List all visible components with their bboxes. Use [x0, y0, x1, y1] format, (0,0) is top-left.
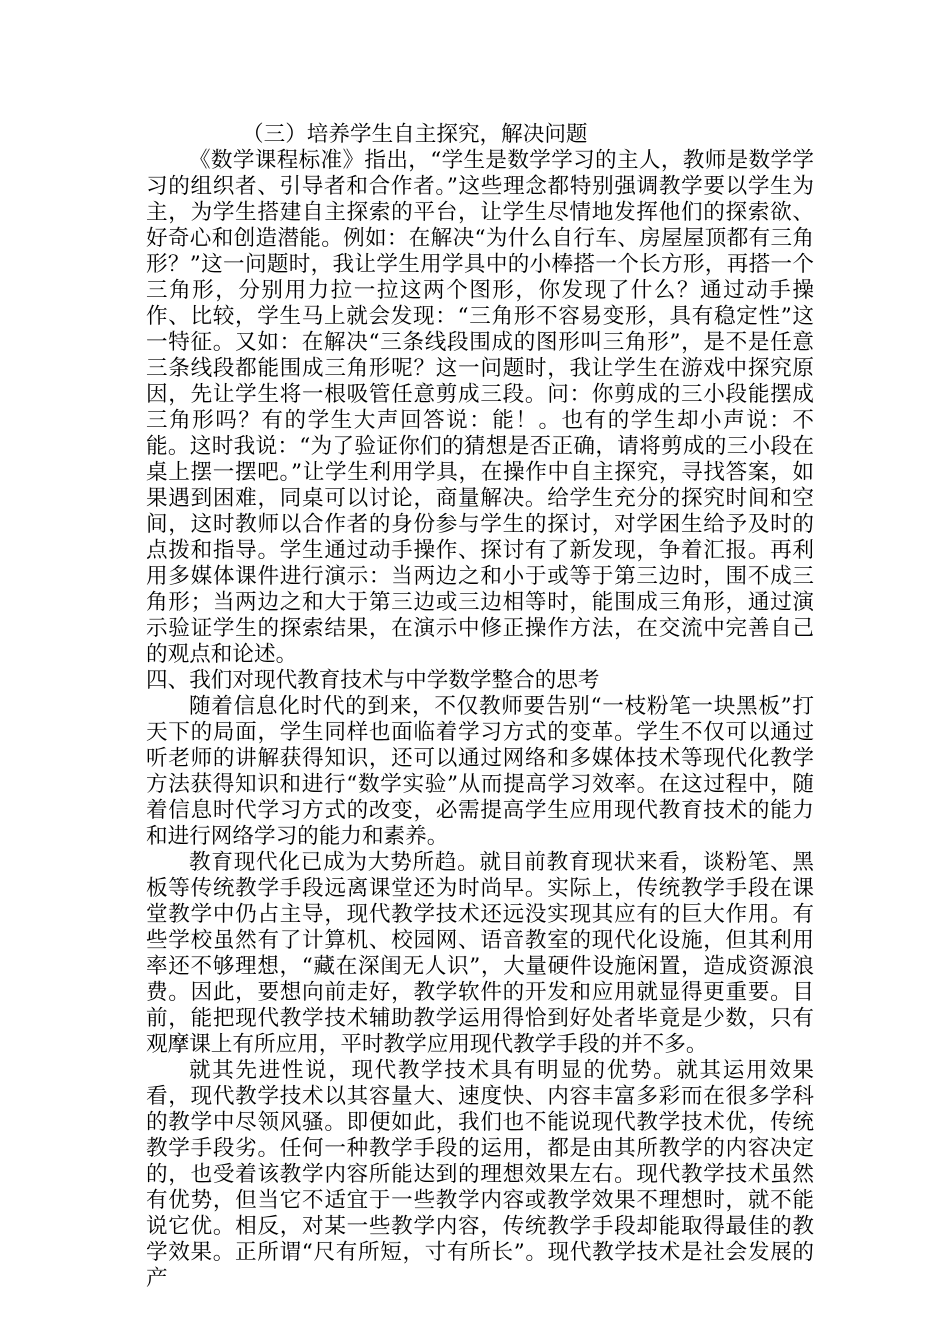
- section-4-heading: 四、我们对现代教育技术与中学数学整合的思考: [146, 668, 600, 693]
- section-3-heading: （三）培养学生自主探究，解决问题: [242, 122, 588, 147]
- section-4-paragraph-1: 随着信息化时代的到来，不仅教师要告别“一枝粉笔一块黑板”打天下的局面，学生同样也面临着学习方式的变革。学生不仅可以通过听老师的讲解获得知识，还可以通过网络和多媒体技术等现代化教学方法获得知识和进行“数学实验”从而提高学习效率。在这过程中，随着信息时代学习方式的改变，必需提高学生应用现代教育技术的能力和进行网络学习的能力和素养。: [146, 694, 814, 849]
- section-3-paragraph: 《数学课程标准》指出，“学生是数学学习的主人，教师是数学学习的组织者、引导者和合作者。”这些理念都特别强调教学要以学生为主，为学生搭建自主探索的平台，让学生尽情地发挥他们的探索欲、好奇心和创造潜能。例如：在解决“为什么自行车、房屋屋顶都有三角形？”这一问题时，我让学生用学具中的小棒搭一个长方形，再搭一个三角形，分别用力拉一拉这两个图形，你发现了什么？通过动手操作、比较，学生马上就会发现：“三角形不容易变形，具有稳定性”这一特征。又如：在解决“三条线段围成的图形叫三角形”，是不是任意三条线段都能围成三角形呢？这一问题时，我让学生在游戏中探究原因，先让学生将一根吸管任意剪成三段。问：你剪成的三小段能摆成三角形吗？有的学生大声回答说：能！。也有的学生却小声说：不能。这时我说：“为了验证你们的猜想是否正确，请将剪成的三小段在桌上摆一摆吧。”让学生利用学具，在操作中自主探究，寻找答案，如果遇到困难，同桌可以讨论，商量解决。给学生充分的探究时间和空间，这时教师以合作者的身份参与学生的探讨，对学困生给予及时的点拨和指导。学生通过动手操作、探讨有了新发现，争着汇报。再利用多媒体课件进行演示：当两边之和小于或等于第三边时，围不成三角形；当两边之和大于第三边或三边相等时，能围成三角形，通过演示验证学生的探索结果，在演示中修正操作方法，在交流中完善自己的观点和论述。: [146, 148, 814, 667]
- document-page: [146, 122, 814, 1292]
- section-4-paragraph-2: 教育现代化已成为大势所趋。就目前教育现状来看，谈粉笔、黑板等传统教学手段远离课堂还为时尚早。实际上，传统教学手段在课堂教学中仍占主导，现代教学技术还远没实现其应有的巨大作用。有些学校虽然有了计算机、校园网、语音教室的现代化设施，但其利用率还不够理想，“藏在深闺无人识”，大量硬件设施闲置，造成资源浪费。因此，要想向前走好，教学软件的开发和应用就显得更重要。目前，能把现代教学技术辅助教学运用得恰到好处者毕竟是少数，只有观摩课上有所应用，平时教学应用现代教学手段的并不多。: [146, 850, 814, 1057]
- section-4-paragraph-3: 就其先进性说，现代教学技术具有明显的优势。就其运用效果看，现代教学技术以其容量大、速度快、内容丰富多彩而在很多学科的教学中尽领风骚。即便如此，我们也不能说现代教学技术优，传统教学手段劣。任何一种教学手段的运用，都是由其所教学的内容决定的，也受着该教学内容所能达到的理想效果左右。现代教学技术虽然有优势，但当它不适宜于一些教学内容或教学效果不理想时，就不能说它优。相反，对某一些教学内容，传统教学手段却能取得最佳的教学效果。正所谓“尺有所短，寸有所长”。现代教学技术是社会发展的产: [146, 1058, 814, 1291]
